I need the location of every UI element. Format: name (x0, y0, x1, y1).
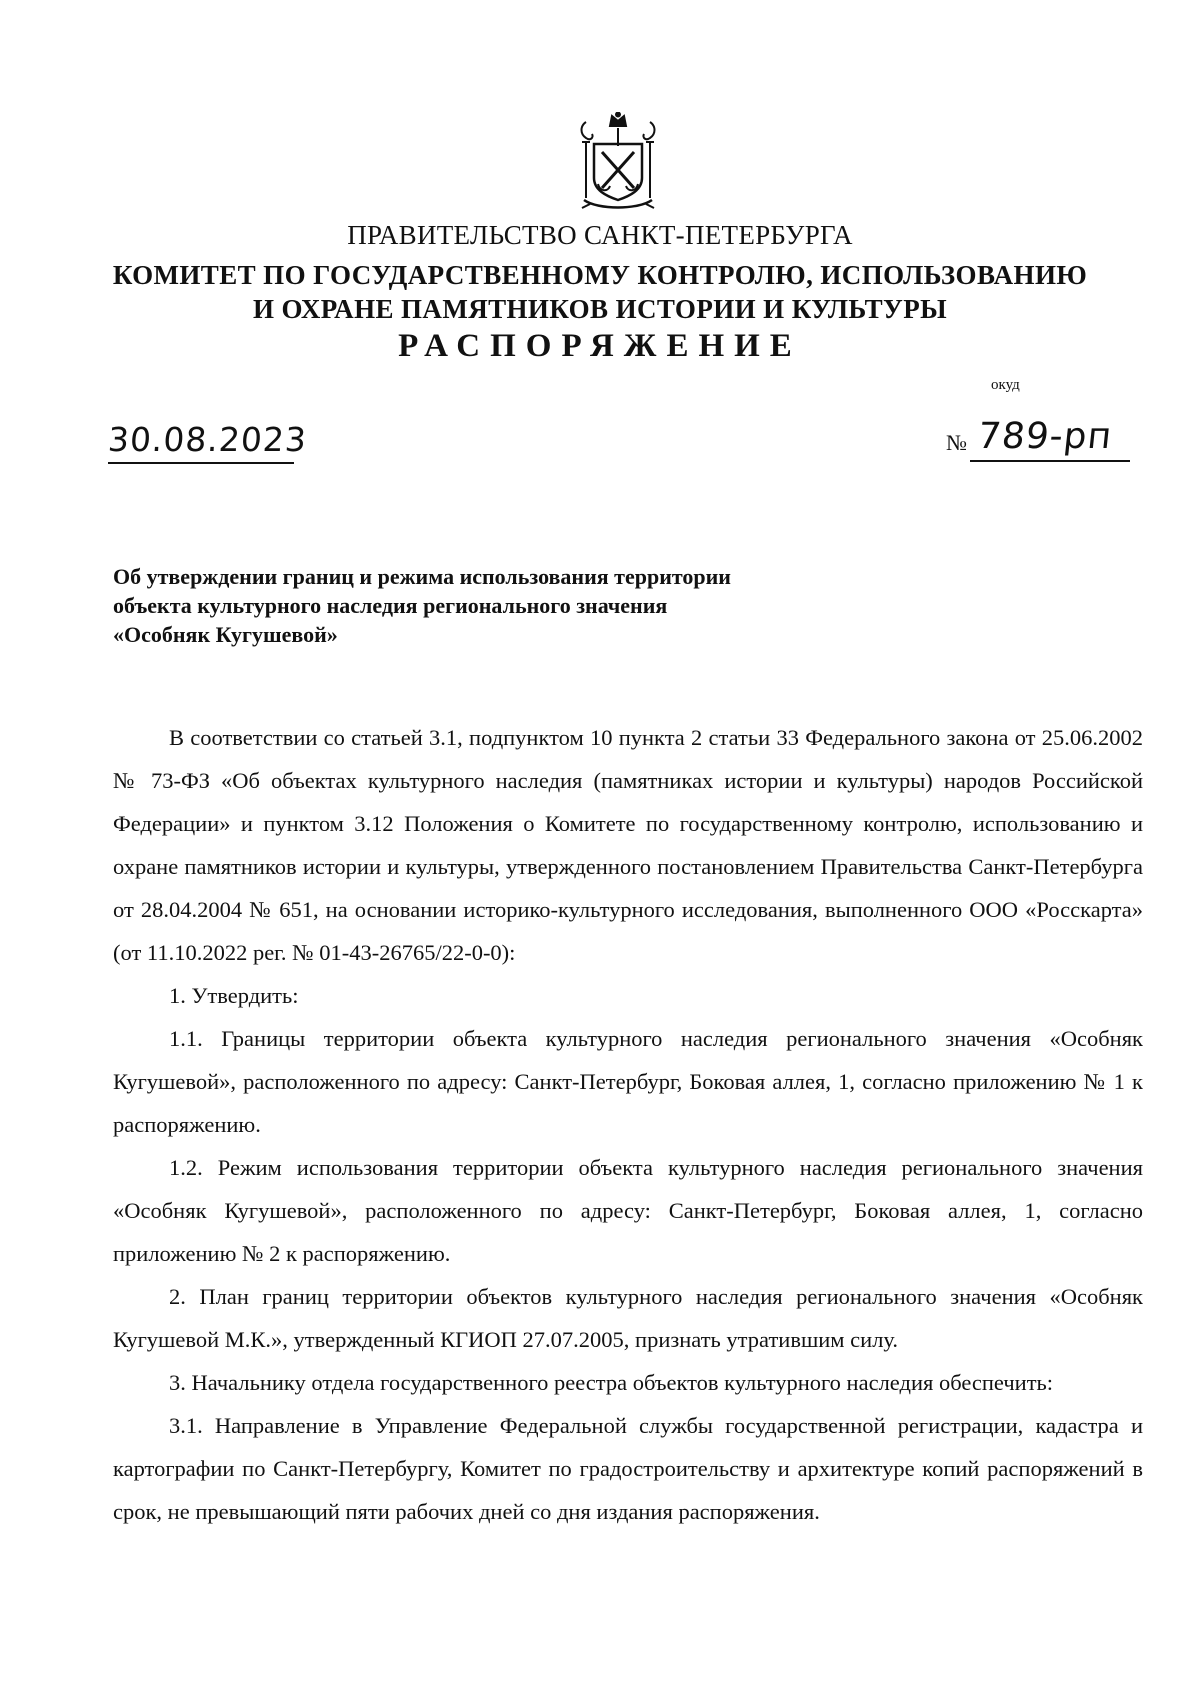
number-sign: № (946, 430, 967, 455)
subject-line: объекта культурного наследия регионального значения (113, 593, 668, 618)
subject-line: «Особняк Кугушевой» (113, 622, 338, 647)
committee-title-line1: КОМИТЕТ ПО ГОСУДАРСТВЕННОМУ КОНТРОЛЮ, ИСПОЛЬЗОВАНИЮ (112, 260, 1088, 290)
paragraph-item-1-2: 1.2. Режим использования территории объекта культурного наследия регионального значения «Особняк Кугушевой», расположенного по адресу: Санкт-Петербург, Боковая аллея, 1, согласно приложению № 2 к распоряжению. (113, 1155, 1143, 1266)
okud-label: окуд (991, 377, 1020, 393)
paragraph-preamble: В соответствии со статьей 3.1, подпунктом 10 пункта 2 статьи 33 Федерального закона от 25.06.2002 № 73-ФЗ «Об объектах культурного наследия (памятниках истории и культуры) народов Российской Федерации» и пунктом 3.12 Положения о Комитете по государственному контролю, использованию и охране памятников истории и культуры, утвержденного постановлением Правительства Санкт-Петербурга от 28.04.2004 № 651, на основании историко-культурного исследования, выполненного ООО «Росскарта» (от 11.10.2022 рег. № 01-43-26765/22-0-0): (113, 725, 1143, 965)
paragraph-item-1-1: 1.1. Границы территории объекта культурного наследия регионального значения «Особняк Кугушевой», расположенного по адресу: Санкт-Петербург, Боковая аллея, 1, согласно приложению № 1 к распоряжению. (113, 1026, 1143, 1137)
committee-title-line2: И ОХРАНЕ ПАМЯТНИКОВ ИСТОРИИ И КУЛЬТУРЫ (252, 294, 947, 324)
paragraph-item-3: 3. Начальнику отдела государственного реестра объектов культурного наследия обеспечить: (169, 1370, 1054, 1395)
paragraph-item-3-1: 3.1. Направление в Управление Федеральной службы государственной регистрации, кадастра и картографии по Санкт-Петербургу, Комитет по градостроительству и архитектуре копий распоряжений в срок, не превышающий пяти рабочих дней со дня издания распоряжения. (113, 1413, 1143, 1524)
document-date: 30.08.2023 (106, 420, 309, 459)
coat-of-arms-icon (576, 112, 660, 210)
date-underline (108, 462, 294, 464)
subject-line: Об утверждении границ и режима использования территории (113, 564, 731, 589)
paragraph-item-1: 1. Утвердить: (169, 983, 299, 1008)
document-body (113, 716, 1143, 1533)
document-number: 789-рп (975, 416, 1115, 457)
government-title: ПРАВИТЕЛЬСТВО САНКТ-ПЕТЕРБУРГА (347, 220, 853, 250)
committee-title (0, 258, 1200, 326)
paragraph-item-2: 2. План границ территории объектов культурного наследия регионального значения «Особняк Кугушевой М.К.», утвержденный КГИОП 27.07.2005, признать утратившим силу. (113, 1284, 1143, 1352)
document-subject (113, 562, 873, 649)
number-underline (970, 460, 1130, 462)
document-type: РАСПОРЯЖЕНИЕ (398, 328, 802, 364)
